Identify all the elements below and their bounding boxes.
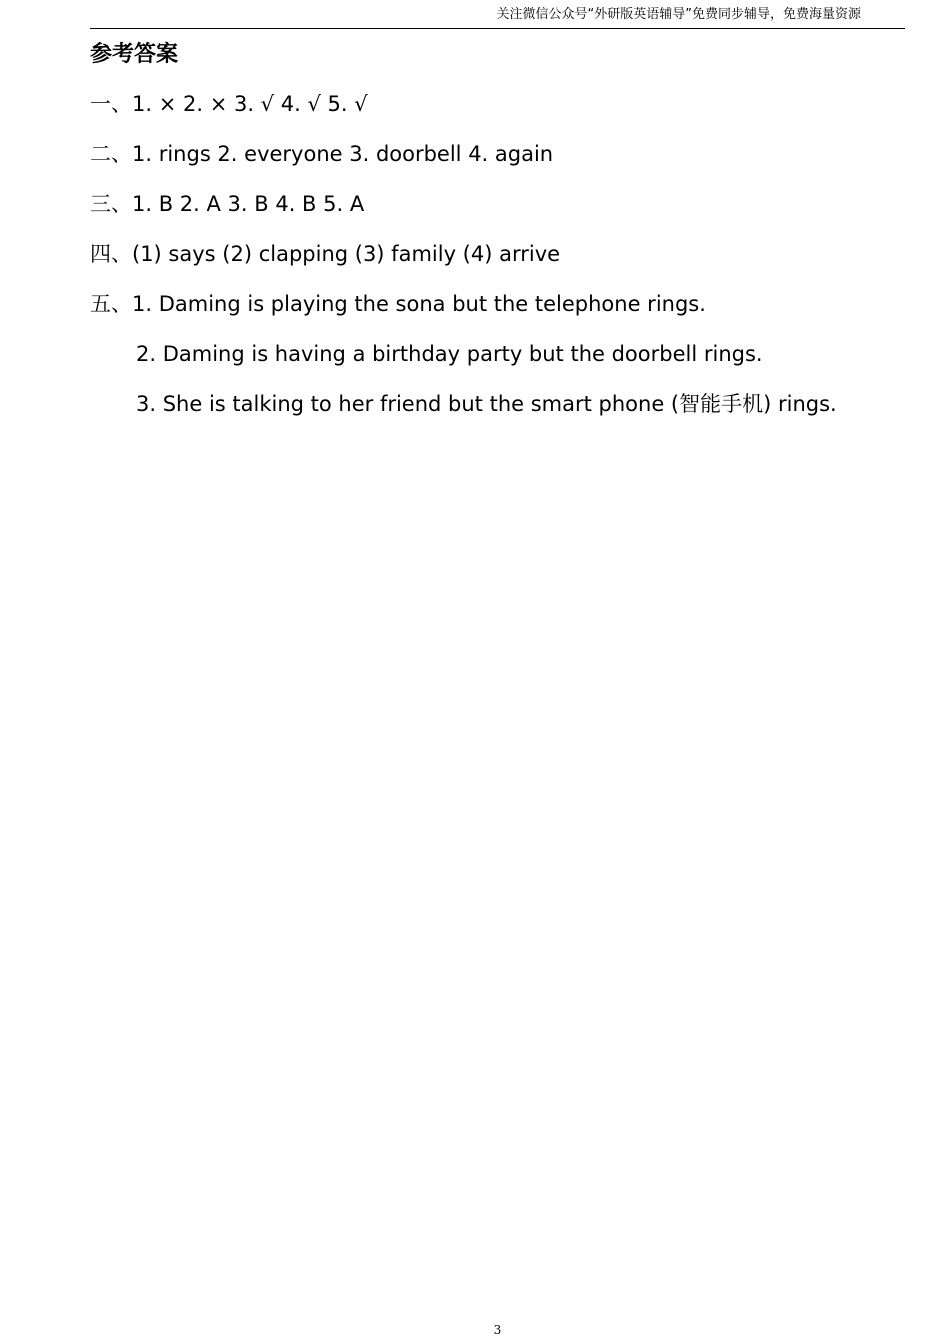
answer-section-5: 五、1. Daming is playing the sona but the telephone rings. <box>90 292 706 316</box>
page-header <box>90 0 905 29</box>
answer-section-4: 四、(1) says (2) clapping (3) family (4) arrive <box>90 242 561 266</box>
page-number: 3 <box>493 1323 502 1337</box>
answer-section-5-item-2: 2. Daming is having a birthday party but the doorbell rings. <box>136 342 763 366</box>
header-text: 关注微信公众号“外研版英语辅导”免费同步辅导，免费海量资源 <box>496 7 861 22</box>
answer-key-title: 参考答案 <box>90 42 179 67</box>
answer-section-1: 一、1. × 2. × 3. √ 4. √ 5. √ <box>90 92 368 116</box>
answer-section-2: 二、1. rings 2. everyone 3. doorbell 4. again <box>90 142 554 166</box>
answer-section-5-item-3: 3. She is talking to her friend but the smart phone (智能手机) rings. <box>136 392 837 416</box>
answer-section-3: 三、1. B 2. A 3. B 4. B 5. A <box>90 192 365 216</box>
